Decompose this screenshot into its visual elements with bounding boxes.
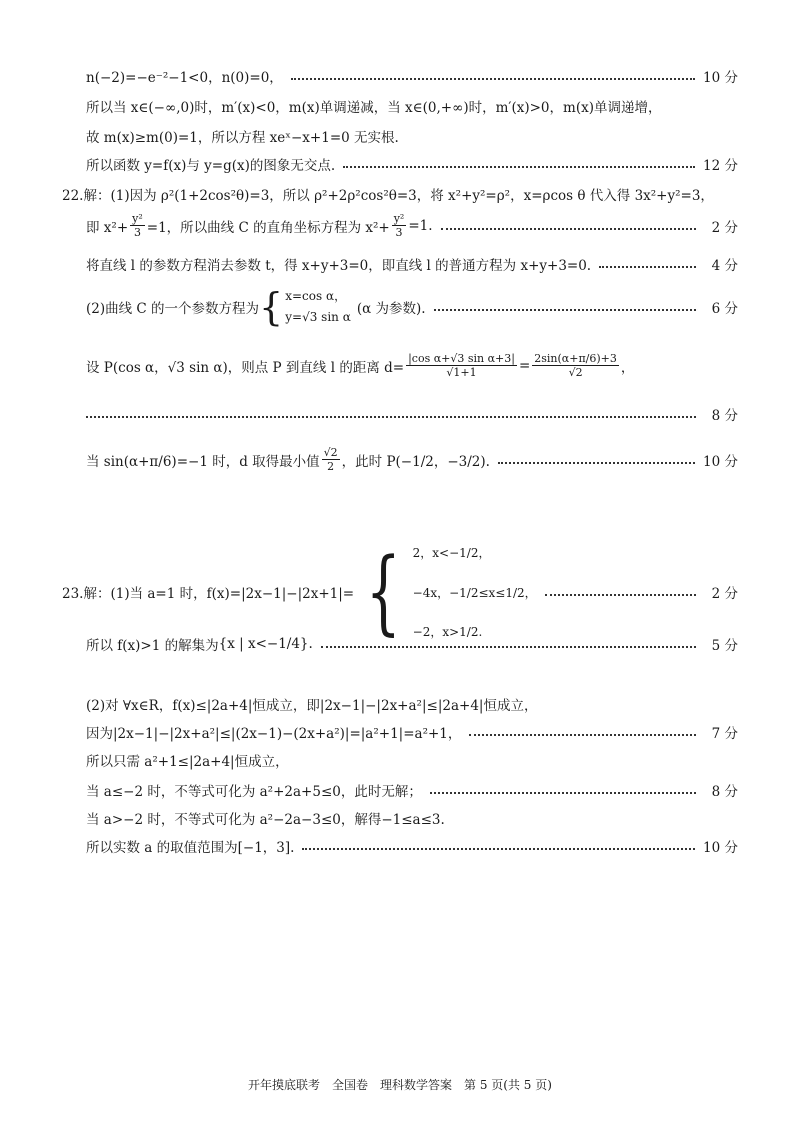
score-label: 6 分 (711, 301, 738, 317)
score-label: 2 分 (711, 586, 738, 602)
equation-system: x=cos α， y=√3 sin α (285, 289, 351, 324)
line-q23-piecewise: 23.解：(1)当 a=1 时，f(x)=|2x−1|−|2x+1|= { 2，x<−1/2， −4x，−1/2≤x≤1/2， −2，x>1/2. 2 分 (62, 538, 738, 645)
line-q22-part1: 22.解：(1)因为 ρ²(1+2cos²θ)=3，所以 ρ²+2ρ²cos²θ=3，将 x²+y²=ρ²，x=ρcos θ 代入得 3x²+y²=3， (62, 188, 714, 204)
score-label: 5 分 (711, 638, 738, 654)
fraction: $\frac{2\sin(\alpha+\pi/6)+3}{√2}$ (534, 352, 617, 379)
line-line-l-equation: 将直线 l 的参数方程消去参数 t，得 x+y+3=0，即直线 l 的普通方程为 x+y+3=0. 4 分 (86, 254, 738, 274)
line-n-values: n(−2)=−e⁻²−1<0，n(0)=0， 10 分 (86, 66, 738, 86)
line-part2-condition: (2)对 ∀x∈R，f(x)≤|2a+4|恒成立，即|2x−1|−|2x+a²|≤|2a+4|恒成立， (86, 698, 538, 714)
fraction: $\frac{\text{|cos α+√3 sin α+3|}}{√1+1}$ (408, 352, 515, 379)
left-brace: { (365, 538, 401, 645)
score-label: 4 分 (711, 258, 738, 274)
score-label: 10 分 (703, 453, 738, 470)
line-score-8 (86, 404, 738, 424)
score-label: 8 分 (711, 408, 738, 424)
piecewise-cases: 2，x<−1/2， −4x，−1/2≤x≤1/2， −2，x>1/2. (412, 546, 537, 639)
line-no-root: 故 m(x)≥m(0)=1，所以方程 xeˣ−x+1=0 无实根. (86, 130, 399, 146)
line-triangle-inequality: 因为|2x−1|−|2x+a²|≤|(2x−1)−(2x+a²)|=|a²+1|=a²+1， 7 分 (86, 722, 738, 742)
score-label: 7 分 (711, 726, 738, 742)
line-case-a-le-neg2: 当 a≤−2 时，不等式可化为 a²+2a+5≤0，此时无解； 8 分 (86, 780, 738, 800)
score-label: 2 分 (711, 219, 738, 236)
score-label: 12 分 (703, 158, 738, 174)
line-solution-set: 所以 f(x)>1 的解集为 {x | x<−1/4}. 5 分 (86, 636, 738, 654)
line-parametric: (2)曲线 C 的一个参数方程为 { x=cos α， y=√3 sin α (α 为参数). 6 分 (86, 285, 738, 329)
left-brace: { (259, 285, 284, 329)
line-range: 所以实数 a 的取值范围为[−1，3]. 10 分 (86, 836, 738, 856)
score-label: 10 分 (703, 840, 738, 856)
score-label: 8 分 (711, 784, 738, 800)
line-min-distance: 当 sin(α+π/6)=−1 时，d 取得最小值 $\frac{√2}{2}$ ，此时 P(−1/2，−3/2). 10 分 (86, 446, 738, 473)
fraction: $\frac{√2}{2}$ (323, 446, 338, 473)
line-curve-c-equation: 即 x²+ $\frac{\text{y²}}{3}$ =1，所以曲线 C 的直角坐标方程为 x²+ $\frac{\text{y²}}{3}$ =1. 2 分 (86, 212, 738, 239)
line-monotonicity: 所以当 x∈(−∞,0)时，m′(x)<0，m(x)单调递减，当 x∈(0,+∞)时，m′(x)>0，m(x)单调递增， (86, 100, 662, 116)
line-need: 所以只需 a²+1≤|2a+4|恒成立， (86, 754, 289, 770)
line-distance: 设 P(cos α，√3 sin α)，则点 P 到直线 l 的距离 d= $\frac{\text{|cos α+√3 sin α+3|}}{√1+1}$ = $\frac{2\sin(\alpha+\pi/6)+3}{√2}$ ， (86, 352, 635, 379)
score-label: 10 分 (703, 70, 738, 86)
fraction: $\frac{\text{y²}}{3}$ (393, 212, 405, 239)
line-no-intersection: 所以函数 y=f(x)与 y=g(x)的图象无交点. 12 分 (86, 154, 738, 174)
fraction: $\frac{\text{y²}}{3}$ (132, 212, 143, 239)
line-case-a-gt-neg2: 当 a>−2 时，不等式可化为 a²−2a−3≤0，解得−1≤a≤3. (86, 812, 445, 828)
page-footer: 开年摸底联考 全国卷 理科数学答案 第 5 页(共 5 页) (248, 1078, 552, 1092)
